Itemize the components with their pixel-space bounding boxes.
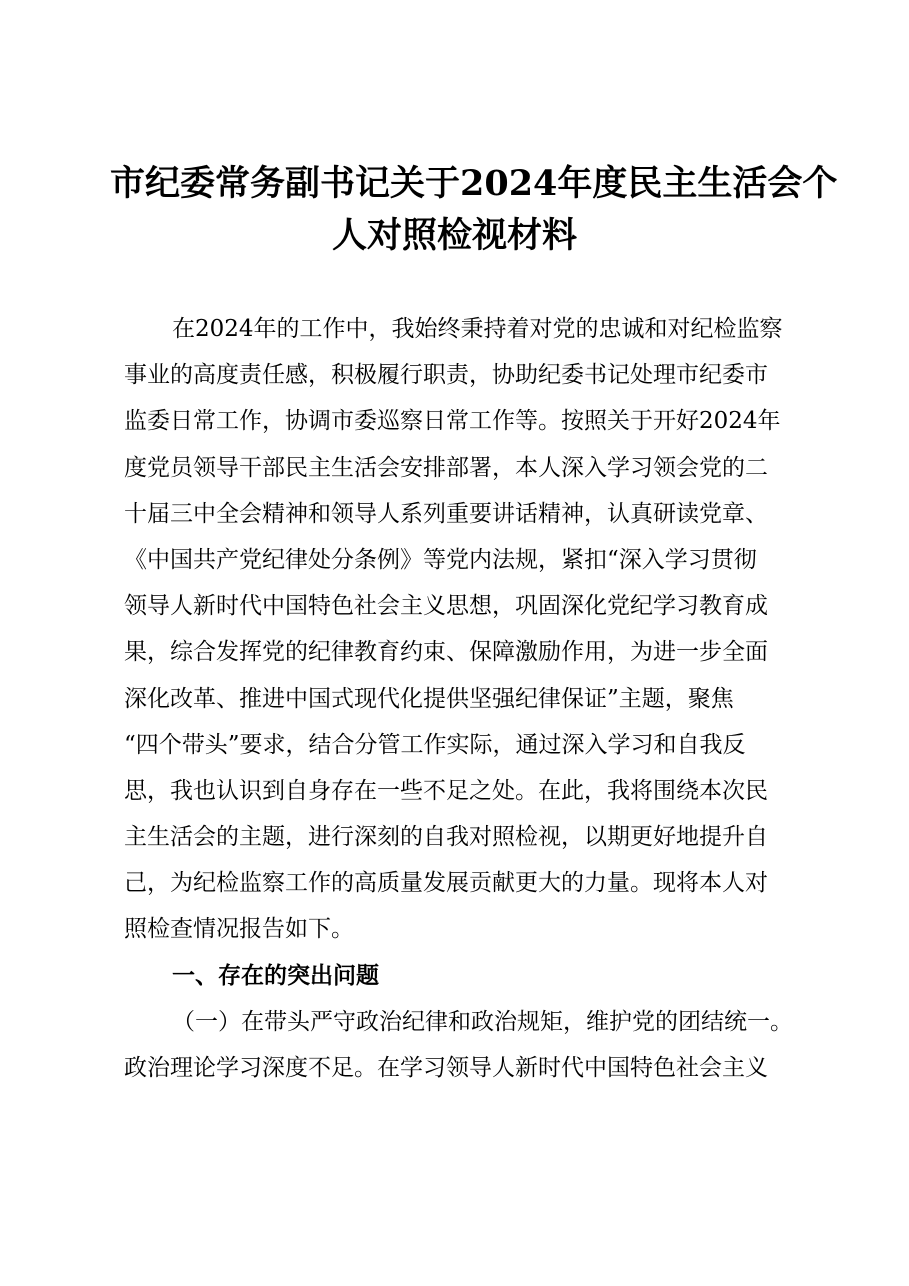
paragraph-line: 主生活会的主题，进行深刻的自我对照检视，以期更好地提升自 [124, 824, 768, 851]
title-line: 人对照检视材料 [331, 215, 577, 256]
paragraph-line: 十届三中全会精神和领导人系列重要讲话精神，认真研读党章、 [124, 500, 768, 527]
title-line: 市纪委常务副书记关于2024年度民主生活会个 [110, 163, 838, 204]
paragraph-line: 《中国共产党纪律处分条例》等党内法规，紧扣“深入学习贯彻 [124, 546, 757, 573]
paragraph-line: 监委日常工作，协调市委巡察日常工作等。按照关于开好2024年 [124, 408, 781, 435]
paragraph-line: 照检查情况报告如下。 [124, 916, 354, 943]
subsection-line: （一）在带头严守政治纪律和政治规矩，维护党的团结统一。 [172, 1008, 793, 1035]
document-title [110, 158, 838, 262]
paragraph-line: 在2024年的工作中，我始终秉持着对党的忠诚和对纪检监察 [172, 316, 783, 342]
paragraph-line: 事业的高度责任感，积极履行职责，协助纪委书记处理市纪委市 [124, 362, 768, 389]
subsection-line: 政治理论学习深度不足。在学习领导人新时代中国特色社会主义 [124, 1055, 768, 1081]
paragraph-line: “四个带头”要求，结合分管工作实际，通过深入学习和自我反 [124, 731, 746, 758]
paragraph-line: 领导人新时代中国特色社会主义思想，巩固深化党纪学习教育成 [124, 593, 768, 620]
paragraph-line: 深化改革、推进中国式现代化提供坚强纪律保证”主题，聚焦 [124, 685, 734, 712]
document-body [124, 306, 804, 1091]
paragraph-line: 己，为纪检监察工作的高质量发展贡献更大的力量。现将本人对 [124, 870, 768, 897]
paragraph-line: 思，我也认识到自身存在一些不足之处。在此，我将围绕本次民 [124, 777, 768, 804]
paragraph-line: 度党员领导干部民主生活会安排部署，本人深入学习领会党的二 [124, 454, 768, 481]
paragraph-line: 果，综合发挥党的纪律教育约束、保障激励作用，为进一步全面 [124, 639, 768, 666]
section-heading: 一、存在的突出问题 [172, 962, 379, 989]
